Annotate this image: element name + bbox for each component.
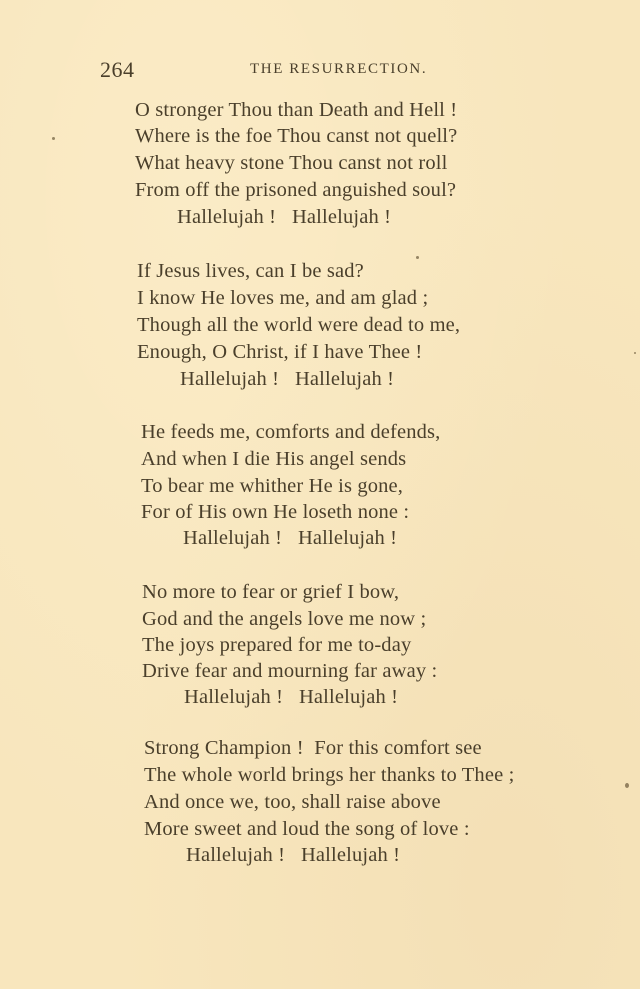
paper-speck <box>625 783 629 788</box>
refrain-line: Hallelujah ! Hallelujah ! <box>184 686 399 708</box>
verse-line: Drive fear and mourning far away : <box>142 660 438 682</box>
page-header <box>100 55 540 85</box>
verse-line: Strong Champion ! For this comfort see <box>144 737 482 759</box>
verse-line: No more to fear or grief I bow, <box>142 581 400 603</box>
refrain-line: Hallelujah ! Hallelujah ! <box>177 206 392 228</box>
verse-line: More sweet and loud the song of love : <box>144 818 470 840</box>
verse-line: God and the angels love me now ; <box>142 608 427 630</box>
verse-line: And once we, too, shall raise above <box>144 791 441 813</box>
refrain-line: Hallelujah ! Hallelujah ! <box>183 527 398 549</box>
verse-line: Where is the foe Thou canst not quell? <box>135 125 458 147</box>
verse-line: What heavy stone Thou canst not roll <box>135 152 448 174</box>
verse-line: Though all the world were dead to me, <box>137 314 461 336</box>
verse-line: To bear me whither He is gone, <box>141 475 404 497</box>
page-number: 264 <box>100 57 135 82</box>
verse-line: O stronger Thou than Death and Hell ! <box>135 99 458 121</box>
verse-line: For of His own He loseth none : <box>141 501 410 523</box>
verse-line: If Jesus lives, can I be sad? <box>137 260 364 282</box>
verse-line: And when I die His angel sends <box>141 448 407 470</box>
refrain-line: Hallelujah ! Hallelujah ! <box>180 368 395 390</box>
verse-line: The joys prepared for me to-day <box>142 634 412 656</box>
paper-speck <box>634 352 636 354</box>
paper-speck <box>416 256 419 259</box>
refrain-line: Hallelujah ! Hallelujah ! <box>186 844 401 866</box>
verse-line: From off the prisoned anguished soul? <box>135 179 457 201</box>
paper-speck <box>52 137 55 140</box>
verse-line: He feeds me, comforts and defends, <box>141 421 441 443</box>
verse-line: Enough, O Christ, if I have Thee ! <box>137 341 423 363</box>
verse-line: I know He loves me, and am glad ; <box>137 287 429 309</box>
running-title: THE RESURRECTION. <box>250 61 428 77</box>
verse-line: The whole world brings her thanks to Thee ; <box>144 764 515 786</box>
